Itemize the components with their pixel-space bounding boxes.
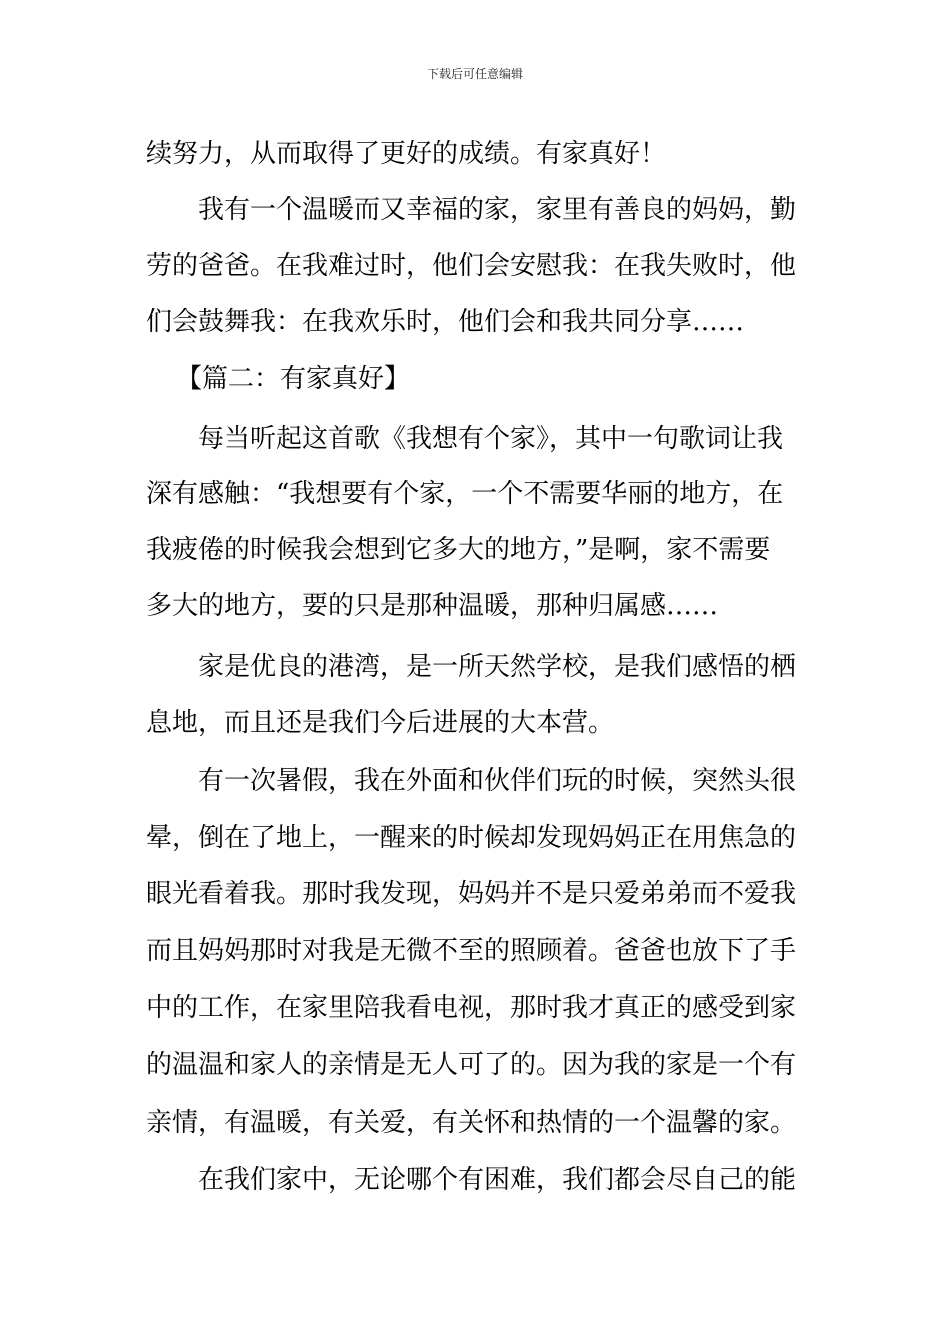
paragraph-first-line: 我有一个温暖而又幸福的家，家里有善良的妈妈，勤 bbox=[198, 195, 797, 225]
text-line: 晕，倒在了地上，一醒来的时候却发现妈妈正在用焦急的 bbox=[146, 823, 797, 853]
text-line: 深有感触：“我想要有个家，一个不需要华丽的地方，在 bbox=[146, 479, 784, 509]
paragraph-first-line: 每当听起这首歌《我想有个家》，其中一句歌词让我 bbox=[198, 424, 784, 454]
text-line: 的温温和家人的亲情是无人可了的。因为我的家是一个有 bbox=[146, 1050, 797, 1080]
text-line: 续努力，从而取得了更好的成绩。有家真好！ bbox=[146, 139, 667, 169]
text-line: 眼光看着我。那时我发现，妈妈并不是只爱弟弟而不爱我 bbox=[146, 879, 797, 909]
text-line: 亲情，有温暖，有关爱，有关怀和热情的一个温馨的家。 bbox=[146, 1108, 797, 1138]
text-line: 们会鼓舞我：在我欢乐时，他们会和我共同分享…… bbox=[146, 307, 745, 337]
text-line: 多大的地方，要的只是那种温暖，那种归属感…… bbox=[146, 591, 719, 621]
text-line: 劳的爸爸。在我难过时，他们会安慰我：在我失败时，他 bbox=[146, 251, 797, 281]
text-line: 而且妈妈那时对我是无微不至的照顾着。爸爸也放下了手 bbox=[146, 936, 797, 966]
paragraph-first-line: 有一次暑假，我在外面和伙伴们玩的时候，突然头很 bbox=[198, 766, 797, 796]
text-line: 中的工作，在家里陪我看电视，那时我才真正的感受到家 bbox=[146, 993, 797, 1023]
paragraph-first-line: 在我们家中，无论哪个有困难，我们都会尽自己的能 bbox=[198, 1165, 797, 1195]
section-heading: 【篇二：有家真好】 bbox=[176, 364, 411, 394]
page-header: 下载后可任意编辑 bbox=[426, 67, 523, 81]
text-line: 息地，而且还是我们今后进展的大本营。 bbox=[146, 708, 615, 738]
text-line: 我疲倦的时候我会想到它多大的地方，”是啊，家不需要 bbox=[146, 535, 771, 565]
paragraph-first-line: 家是优良的港湾，是一所天然学校，是我们感悟的栖 bbox=[198, 652, 797, 682]
